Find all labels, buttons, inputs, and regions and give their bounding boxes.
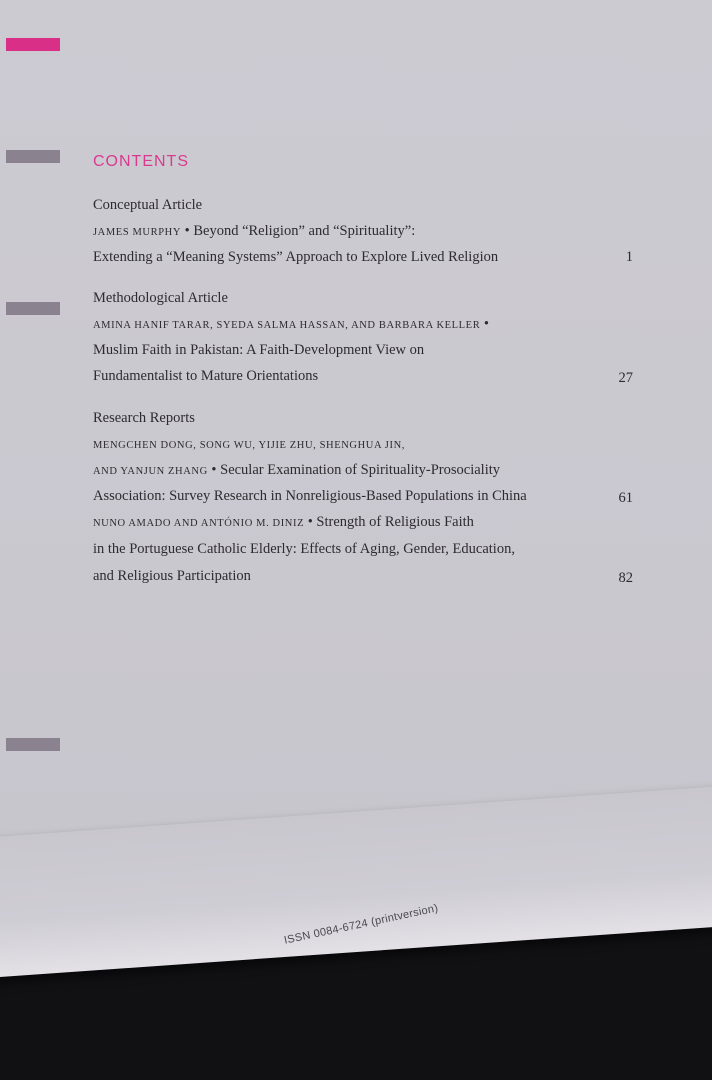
bullet: • <box>184 223 190 239</box>
issn-text: ISSN 0084-6724 (printversion) <box>283 902 440 947</box>
entry-title: Extending a “Meaning Systems” Approach to Explore Lived Religion <box>93 249 499 265</box>
page-number: 27 <box>618 370 633 386</box>
bullet: • <box>307 514 313 530</box>
section-tab <box>6 738 60 751</box>
entry-title: Strength of Religious Faith <box>316 514 474 530</box>
section-label: Research Reports <box>93 410 195 426</box>
entry-authors: JAMES MURPHY <box>93 227 182 238</box>
section-tab <box>6 150 60 163</box>
entry-title: Fundamentalist to Mature Orientations <box>93 368 319 384</box>
page-number: 1 <box>625 249 633 265</box>
entry-title: Muslim Faith in Pakistan: A Faith-Development View on <box>93 342 425 358</box>
contents-heading: CONTENTS <box>93 153 189 170</box>
page-number: 82 <box>618 570 633 586</box>
entry-title: Association: Survey Research in Nonreligious-Based Populations in China <box>93 488 527 504</box>
entry-authors-line: AND YANJUN ZHANG <box>93 466 208 477</box>
entry-title: and Religious Participation <box>93 568 251 584</box>
toc-entry[interactable] <box>93 223 415 240</box>
bullet: • <box>483 316 489 332</box>
entry-authors: AMINA HANIF TARAR, SYEDA SALMA HASSAN, AND BARBARA KELLER <box>93 320 481 331</box>
section-tab <box>6 302 60 315</box>
entry-authors: NUNO AMADO AND ANTÓNIO M. DINIZ <box>93 518 305 529</box>
page-number: 61 <box>618 490 633 506</box>
toc-entry[interactable] <box>93 316 489 333</box>
toc-entry[interactable] <box>93 514 474 531</box>
entry-authors-line: MENGCHEN DONG, SONG WU, YIJIE ZHU, SHENGHUA JIN, <box>93 440 405 451</box>
bullet: • <box>211 462 217 478</box>
section-label: Conceptual Article <box>93 197 203 213</box>
accent-tab <box>6 38 60 51</box>
entry-title: Secular Examination of Spirituality-Prosociality <box>220 462 501 478</box>
section-label: Methodological Article <box>93 290 228 306</box>
entry-authors[interactable] <box>93 436 405 453</box>
entry-title: in the Portuguese Catholic Elderly: Effects of Aging, Gender, Education, <box>93 541 515 557</box>
entry-title: Beyond “Religion” and “Spirituality”: <box>193 223 416 239</box>
toc-entry[interactable] <box>93 462 500 479</box>
